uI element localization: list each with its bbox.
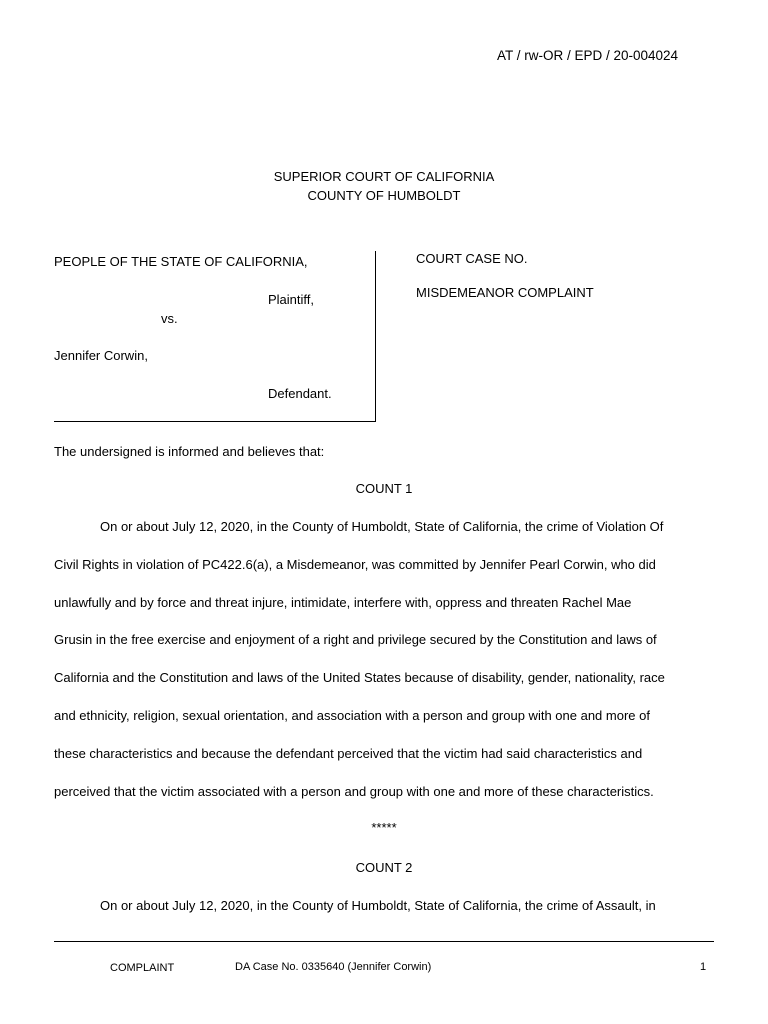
versus-label: vs.	[161, 311, 178, 326]
count-2-body: On or about July 12, 2020, in the County of Humboldt, State of California, the crime of Assault, in	[100, 898, 656, 913]
count-2-heading: COUNT 2	[355, 860, 413, 875]
court-county: COUNTY OF HUMBOLDT	[307, 188, 461, 203]
intro-statement: The undersigned is informed and believes that:	[54, 444, 325, 459]
plaintiff-name: PEOPLE OF THE STATE OF CALIFORNIA,	[54, 254, 308, 269]
court-name: SUPERIOR COURT OF CALIFORNIA	[273, 169, 495, 184]
defendant-label: Defendant.	[268, 386, 332, 401]
count-1-body	[54, 508, 714, 810]
count-1-line: these characteristics and because the defendant perceived that the victim had said characteristics and	[54, 745, 643, 761]
count-1-line: unlawfully and by force and threat injure, intimidate, interfere with, oppress and threaten Rachel Mae	[54, 594, 632, 610]
document-reference-number: AT / rw-OR / EPD / 20-004024	[497, 48, 679, 63]
complaint-type: MISDEMEANOR COMPLAINT	[416, 285, 594, 300]
count-1-heading: COUNT 1	[355, 481, 413, 496]
count-1-line: and ethnicity, religion, sexual orientation, and association with a person and group with one and more of	[54, 707, 650, 723]
page-number: 1	[700, 961, 707, 973]
plaintiff-label: Plaintiff,	[268, 292, 315, 307]
footer-document-title: COMPLAINT	[110, 962, 175, 974]
count-1-line: Civil Rights in violation of PC422.6(a), a Misdemeanor, was committed by Jennifer Pearl Corwin, who did	[54, 556, 656, 572]
defendant-name: Jennifer Corwin,	[54, 348, 148, 363]
count-1-line: perceived that the victim associated with a person and group with one and more of these characteristics.	[54, 783, 654, 799]
count-1-line: On or about July 12, 2020, in the County of Humboldt, State of California, the crime of Violation Of	[100, 519, 664, 534]
court-case-number-label: COURT CASE NO.	[416, 251, 528, 266]
footer-case-number: DA Case No. 0335640 (Jennifer Corwin)	[235, 961, 432, 973]
footer-divider	[54, 941, 714, 942]
count-1-line: Grusin in the free exercise and enjoyment of a right and privilege secured by the Constitution and laws of	[54, 632, 657, 648]
section-separator: *****	[371, 820, 397, 835]
court-heading	[0, 167, 768, 205]
count-1-line: California and the Constitution and laws of the United States because of disability, gender, nationality, race	[54, 670, 665, 686]
